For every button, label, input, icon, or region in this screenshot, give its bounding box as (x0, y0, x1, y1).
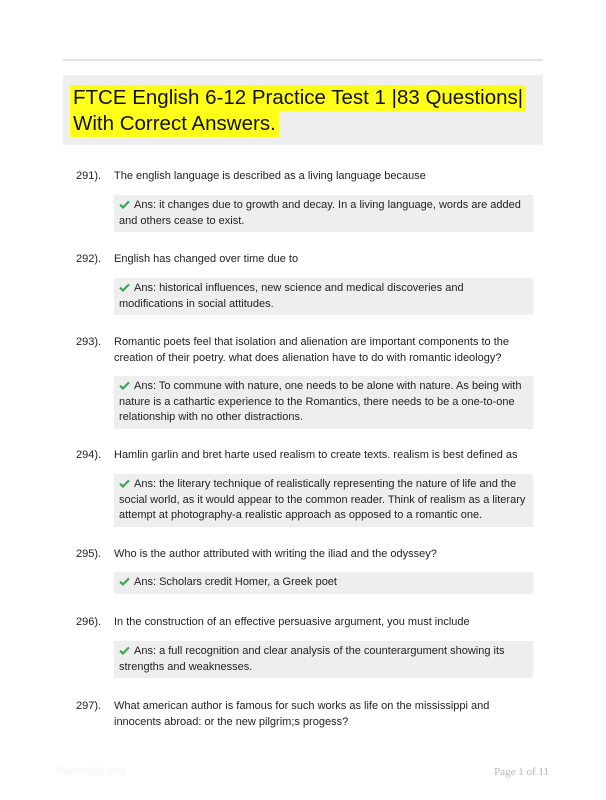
check-icon (119, 577, 130, 586)
answer-box (114, 376, 533, 429)
title-highlight: FTCE English 6-12 Practice Test 1 |83 Questions| With Correct Answers. (70, 85, 526, 137)
answer-box (114, 278, 533, 315)
question-text: The english language is described as a living language because (114, 170, 426, 182)
answer-text: Ans: it changes due to growth and decay. In a living language, words are added and others cease to exist. (119, 199, 521, 227)
check-icon (119, 479, 130, 488)
check-icon (119, 646, 130, 655)
check-icon (119, 381, 130, 390)
watermark: PaperHelp.com (57, 766, 126, 777)
answer-text: Ans: historical influences, new science and medical discoveries and modifications in social attitudes. (119, 282, 464, 310)
page-number: Page 1 of 11 (494, 766, 549, 778)
question-text: In the construction of an effective persuasive argument, you must include (114, 616, 470, 628)
question-text: Who is the author attributed with writing the iliad and the odyssey? (114, 548, 437, 560)
top-divider (63, 59, 543, 61)
question-number: 295). (76, 548, 102, 560)
answer-text: Ans: a full recognition and clear analysis of the counterargument showing its strengths and weaknesses. (119, 645, 505, 673)
question-text: Hamlin garlin and bret harte used realism to create texts. realism is best defined as (114, 449, 518, 461)
check-icon (119, 200, 130, 209)
answer-text: Ans: To commune with nature, one needs to be alone with nature. As being with nature is a cathartic experience to the Romantics, there needs to be a one-to-one relationship with no other distractions. (119, 380, 522, 423)
answer-box (114, 195, 533, 232)
question-number: 297). (76, 700, 102, 712)
question-number: 291). (76, 170, 102, 182)
check-icon (119, 283, 130, 292)
question-number: 292). (76, 253, 102, 265)
answer-box (114, 474, 533, 527)
document-title (70, 85, 540, 137)
answer-box (114, 572, 533, 594)
question-text: Romantic poets feel that isolation and alienation are important components to the creation of their poetry. what does alienation have to do with romantic ideology? (114, 336, 510, 364)
question-number: 296). (76, 616, 102, 628)
question-number: 294). (76, 449, 102, 461)
answer-box (114, 641, 533, 678)
answer-text: Ans: Scholars credit Homer, a Greek poet (134, 576, 337, 588)
answer-text: Ans: the literary technique of realistically representing the nature of life and the social world, as it would appear to the common reader. Think of realism as a literary attempt at photography-a realistic approach as opposed to a romantic one. (119, 478, 526, 521)
question-text: What american author is famous for such works as life on the mississippi and innocents abroad: or the new pilgrim;s progess? (114, 700, 490, 728)
question-number: 293). (76, 336, 102, 348)
question-text: English has changed over time due to (114, 253, 299, 265)
